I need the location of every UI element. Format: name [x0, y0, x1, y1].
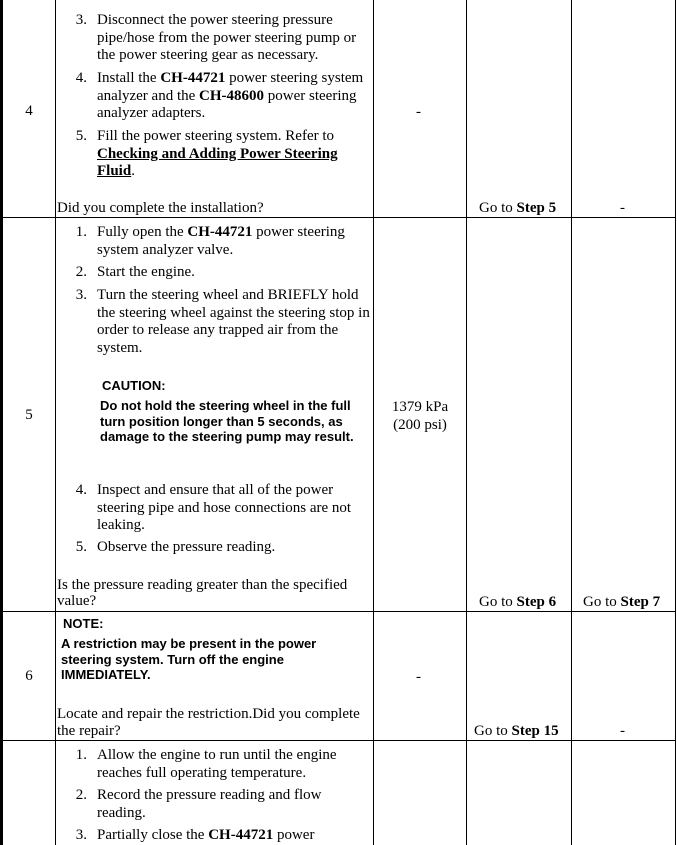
fluid-procedure-link[interactable]: Checking and Adding Power Steering Fluid: [97, 145, 338, 179]
no-go-to-step-link[interactable]: Go to Step 7: [583, 594, 661, 610]
row-divider: [0, 611, 676, 612]
caution-text: Do not hold the steering wheel in the full turn position longer than 5 seconds, as damage to the steering pump may result.: [100, 398, 354, 444]
list-item: 3. Turn the steering wheel and BRIEFLY hold the steering wheel against the steering stop in order to release any trapped air from the system.: [56, 287, 372, 357]
row-divider: [0, 740, 676, 741]
list-item: 3. Partially close the CH-44721 power: [56, 827, 372, 845]
yes-go-to-step-link[interactable]: Go to Step 5: [479, 200, 557, 216]
list-item: 3. Disconnect the power steering pressure pipe/hose from the power steering pump or the power steering gear as necessary.: [56, 12, 372, 65]
list-item: 1. Allow the engine to run until the engine reaches full operating temperature.: [56, 747, 372, 782]
yes-go-to-step-link[interactable]: Go to Step 6: [479, 594, 557, 610]
list-item-text: Record the pressure reading and flow reading.: [97, 787, 322, 821]
note-title: NOTE:: [63, 616, 104, 631]
list-item: 4. Install the CH-44721 power steering system analyzer and the CH-48600 power steering analyzer adapters.: [56, 70, 372, 123]
step-number: 5: [25, 407, 33, 423]
column-divider-step: [55, 0, 56, 845]
step-number: 6: [25, 668, 33, 684]
tool-number: CH-44721: [160, 70, 226, 86]
list-item-text: Turn the steering wheel and BRIEFLY hold the steering wheel against the steering stop in order to release any trapped air from the system.: [97, 287, 370, 356]
table-border-right: [675, 0, 676, 845]
no-action: -: [620, 723, 625, 739]
list-item-text: Disconnect the power steering pressure pipe/hose from the power steering pump or the power steering gear as necessary.: [97, 12, 357, 63]
specified-value: -: [416, 669, 421, 685]
row-divider: [0, 217, 676, 218]
specified-value: 1379 kPa (200 psi): [391, 399, 449, 433]
list-item: 1. Fully open the CH-44721 power steering system analyzer valve.: [56, 224, 372, 259]
list-item: 2. Record the pressure reading and flow reading.: [56, 787, 372, 822]
list-item-text: Start the engine.: [97, 264, 195, 280]
step-question: Is the pressure reading greater than the specified value?: [57, 577, 348, 609]
column-divider-yes: [571, 0, 572, 845]
step-question: Did you complete the installation?: [57, 200, 264, 216]
no-action: -: [620, 200, 625, 216]
list-item-text: Partially close the CH-44721 power: [97, 827, 315, 843]
tool-number: CH-48600: [199, 87, 265, 104]
list-item: 2. Start the engine.: [56, 264, 372, 282]
tool-number: CH-44721: [187, 224, 253, 240]
list-item: 5. Observe the pressure reading.: [56, 539, 372, 557]
list-item-text: Observe the pressure reading.: [97, 539, 276, 555]
specified-value: -: [416, 104, 421, 120]
caution-title: CAUTION:: [102, 378, 166, 393]
column-divider-value: [466, 0, 467, 845]
list-item-text: Fully open the CH-44721 power steering system analyzer valve.: [97, 224, 345, 258]
step-question: Locate and repair the restriction.Did you complete the repair?: [57, 706, 360, 739]
list-item-text: Allow the engine to run until the engine reaches full operating temperature.: [97, 747, 337, 781]
step-number: 4: [25, 103, 33, 119]
note-text: A restriction may be present in the power steering system. Turn off the engine IMMEDIATELY.: [61, 636, 317, 682]
list-item: 5. Fill the power steering system. Refer to Checking and Adding Power Steering Fluid.: [56, 128, 372, 181]
list-item-text: Fill the power steering system. Refer to Checking and Adding Power Steering Fluid.: [97, 128, 338, 179]
list-item-text: Inspect and ensure that all of the power steering pipe and hose connections are not leaking.: [97, 482, 352, 533]
tool-number: CH-44721: [208, 827, 274, 843]
yes-go-to-step-link[interactable]: Go to Step 15: [474, 723, 559, 739]
list-item: 4. Inspect and ensure that all of the power steering pipe and hose connections are not leaking.: [56, 482, 372, 535]
list-item-text: Install the CH-44721 power steering system analyzer and the CH-48600 power steering analyzer adapters.: [97, 70, 364, 121]
